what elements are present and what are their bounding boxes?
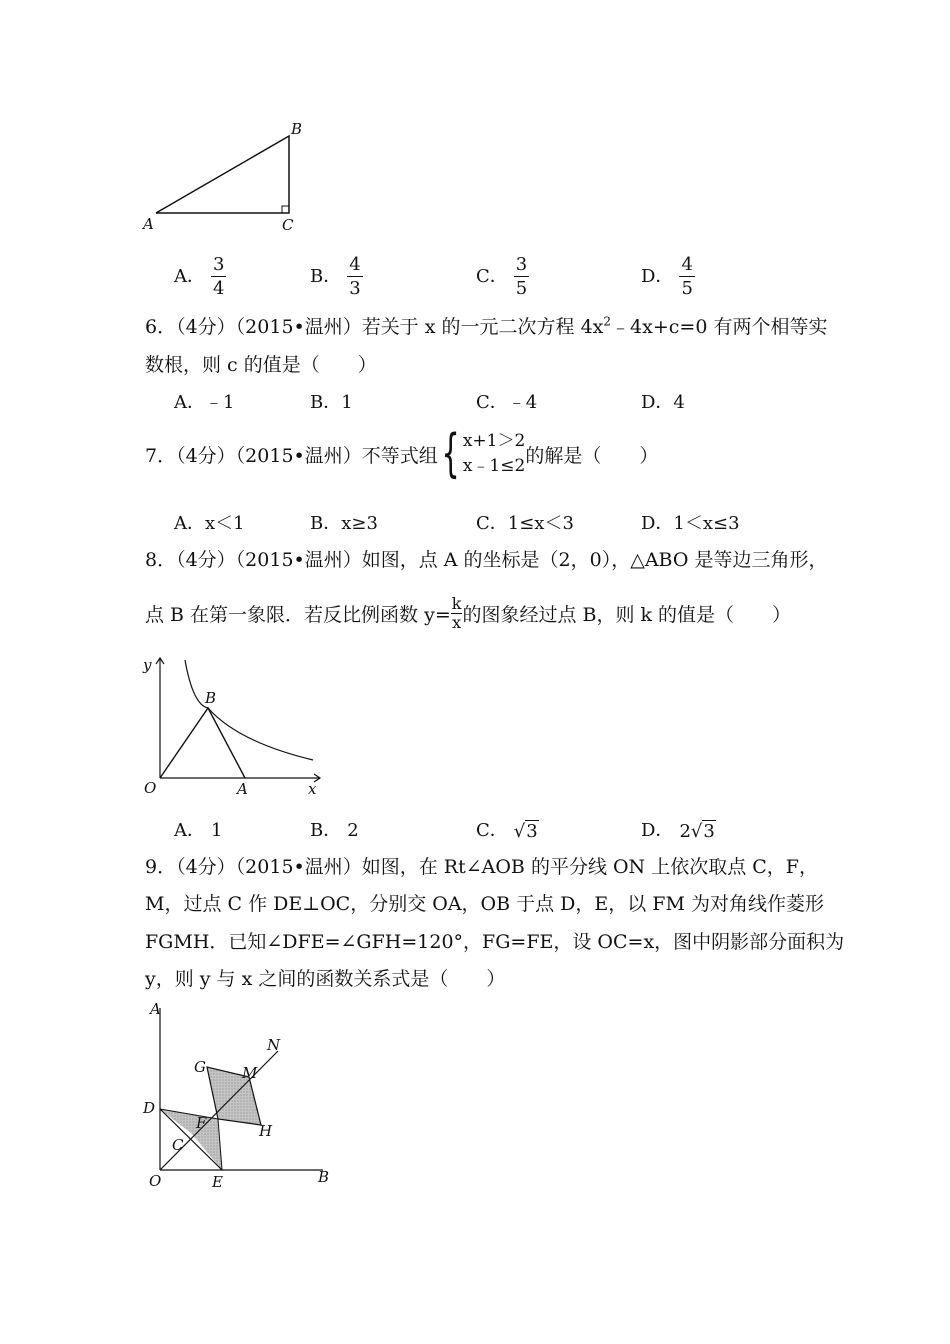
q8-option-d[interactable]: D． 2√3 xyxy=(641,820,715,842)
fraction: $\frac{4}{3}$ xyxy=(349,254,361,299)
label-c: C xyxy=(282,216,294,234)
rhombus-figure xyxy=(138,998,338,1198)
label-b: B xyxy=(318,1168,330,1186)
equilateral-triangle xyxy=(160,708,245,778)
q5-option-a[interactable]: A． $\frac{3}{4}$ xyxy=(174,254,225,299)
label-o: O xyxy=(144,779,157,797)
label-c: C xyxy=(172,1136,184,1154)
q6-line1: 6．（4分）（2015•温州）若关于 x 的一元二次方程 $4x^2﹣4x+c=0$ 有两个相等实 xyxy=(145,314,828,338)
label-g: G xyxy=(194,1058,206,1076)
inequality-system: { x+1＞2 x﹣1≤2 xyxy=(441,424,526,484)
square-root: 2√3 xyxy=(679,821,715,842)
square-root: √3 xyxy=(513,821,538,842)
label-a: A xyxy=(150,1000,161,1018)
q5-option-b[interactable]: B． $\frac{4}{3}$ xyxy=(310,254,361,299)
q6-option-c[interactable]: C．﹣4 xyxy=(476,392,538,413)
q5-option-c[interactable]: C． $\frac{3}{5}$ xyxy=(476,254,528,299)
triangle-figure xyxy=(138,118,318,238)
label-b: B xyxy=(205,689,217,707)
fraction: $\frac{4}{5}$ xyxy=(681,254,693,299)
label-a: A xyxy=(143,215,154,233)
q8-line1: 8．（4分）（2015•温州）如图，点 A 的坐标是（2，0），△ABO 是等边三角形， xyxy=(145,549,828,571)
label-x: x xyxy=(308,780,317,798)
q6-option-d[interactable]: D．4 xyxy=(641,392,685,413)
label-n: N xyxy=(267,1036,281,1054)
q7-option-d[interactable]: D．1＜x≤3 xyxy=(641,513,740,534)
fraction: $\frac{3}{4}$ xyxy=(213,254,225,299)
q6-option-b[interactable]: B．1 xyxy=(310,392,353,413)
label-a: A xyxy=(237,780,248,798)
q9-line2: M，过点 C 作 DE⊥OC，分别交 OA，OB 于点 D，E，以 FM 为对角线作菱形 xyxy=(145,893,824,915)
right-angle-mark xyxy=(282,206,289,213)
inverse-function-figure xyxy=(138,650,328,800)
label-f: F xyxy=(196,1114,207,1132)
q8-option-a[interactable]: A． 1 xyxy=(174,820,223,841)
q5-option-d[interactable]: D． $\frac{4}{5}$ xyxy=(641,254,693,299)
brace-icon: { xyxy=(441,424,460,484)
q9-line1: 9．（4分）（2015•温州）如图，在 Rt∠AOB 的平分线 ON 上依次取点 C，F， xyxy=(145,856,818,878)
q9-line3: FGMH．已知∠DFE=∠GFH=120°，FG=FE，设 OC=x，图中阴影部分面积为 xyxy=(145,931,845,953)
label-h: H xyxy=(259,1122,273,1140)
fraction: $\frac{3}{5}$ xyxy=(515,254,528,299)
label-d: D xyxy=(143,1099,156,1117)
label-b: B xyxy=(291,120,303,138)
label-y: y xyxy=(143,656,152,674)
q8-option-c[interactable]: C． √3 xyxy=(476,820,538,842)
label-m: M xyxy=(242,1064,258,1082)
triangle-shape xyxy=(156,136,289,213)
q6-line2: 数根，则 c 的值是（ ） xyxy=(145,354,377,376)
label-o: O xyxy=(149,1172,162,1190)
q6-option-a[interactable]: A．﹣1 xyxy=(174,392,235,413)
q8-line2: 点 B 在第一象限．若反比例函数 y= $\frac{k}{x}$ 的图象经过点 B，则 k 的值是（ ） xyxy=(145,594,792,632)
q8-option-b[interactable]: B． 2 xyxy=(310,820,359,841)
hyperbola-curve xyxy=(185,660,313,760)
q7-option-a[interactable]: A．x＜1 xyxy=(174,513,245,534)
k-over-x-fraction: $\frac{k}{x}$ xyxy=(451,594,462,632)
q7-option-c[interactable]: C．1≤x＜3 xyxy=(476,513,574,534)
label-e: E xyxy=(212,1173,223,1191)
q7-stem: 7．（4分）（2015•温州）不等式组 { x+1＞2 x﹣1≤2 的解是（ ） xyxy=(145,424,659,484)
q7-option-b[interactable]: B．x≥3 xyxy=(310,513,378,534)
q9-line4: y，则 y 与 x 之间的函数关系式是（ ） xyxy=(145,968,506,990)
